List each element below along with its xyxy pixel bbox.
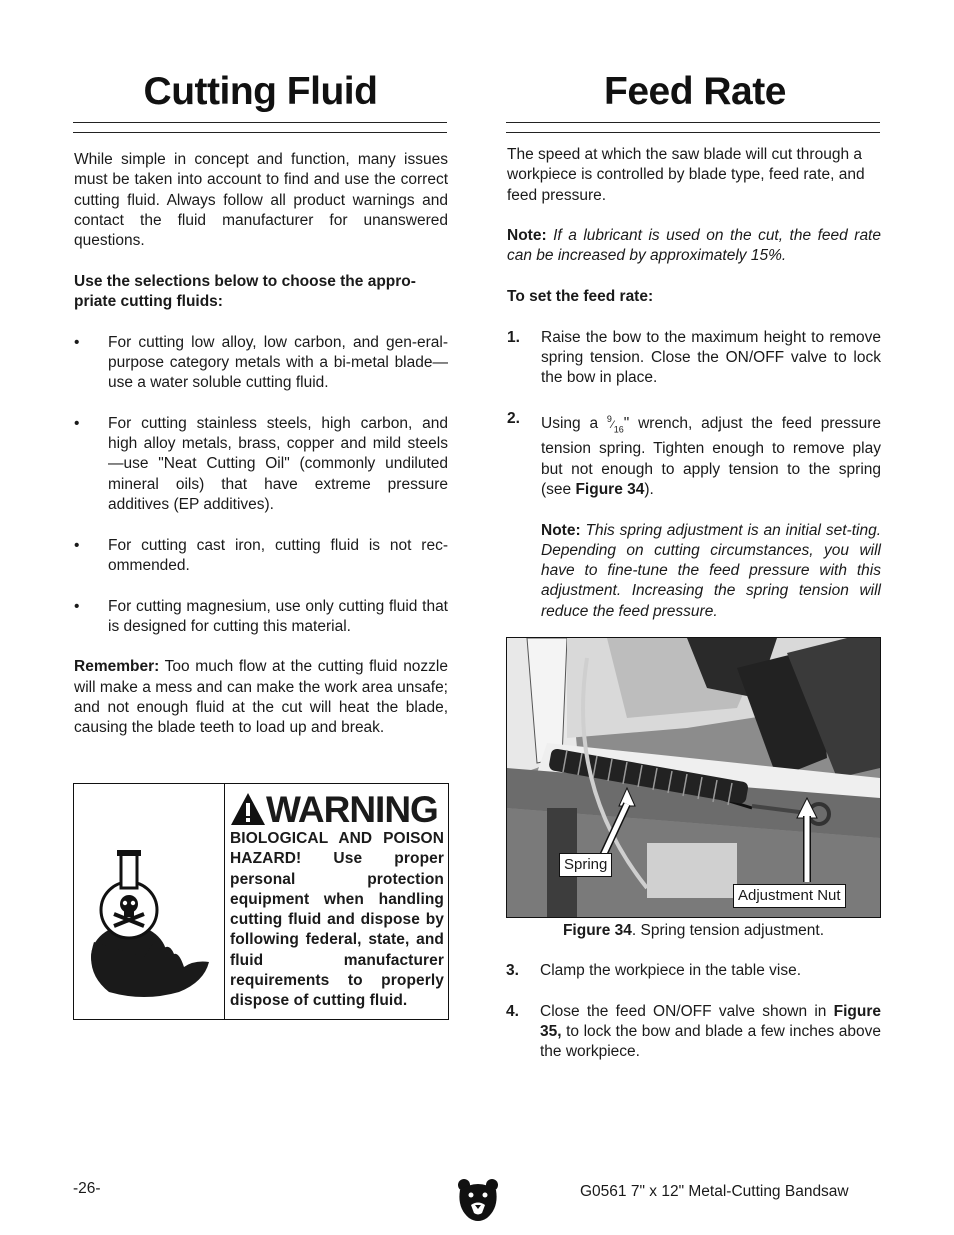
step-2-note — [507, 521, 881, 622]
spring-callout-label: Spring — [559, 853, 612, 877]
figure-reference: Figure 35, — [540, 1002, 881, 1040]
bullet-text: For cutting magnesium, use only cutting fluid that is designed for cutting this material. — [108, 597, 448, 635]
note-text: If a lubricant is used on the cut, the feed rate can be increased by approximately 15%. — [507, 227, 881, 265]
step-4 — [506, 1002, 881, 1063]
list-item — [74, 414, 448, 515]
caption-figure-ref: Figure 34 — [562, 922, 632, 939]
adjustment-nut-callout-label: Adjustment Nut — [733, 884, 846, 908]
procedure-heading: To set the feed rate: — [507, 288, 654, 306]
model-name: G0561 7" x 12" Metal-Cutting Bandsaw — [580, 1183, 849, 1200]
note-paragraph — [507, 226, 881, 267]
warning-heading: WARNING — [266, 789, 438, 830]
bullet-text: For cutting low alloy, low carbon, and gen-eral-purpose category metals with a bi-metal blade—use a water soluble cutting fluid. — [108, 333, 448, 392]
step-3 — [506, 961, 881, 981]
step-1 — [507, 328, 881, 389]
fraction-numerator: 9 — [606, 413, 612, 424]
warning-box — [73, 783, 449, 1020]
section-title-feed-rate: Feed Rate — [604, 70, 786, 113]
step-text-c: ). — [644, 481, 654, 498]
warning-text: BIOLOGICAL AND POISON HAZARD! Use proper personal protection equipment when handling cutting fluid and dispose by following federal, state, and fluid manufacturer requirements to properly dispose of cutting fluid. — [230, 830, 444, 1010]
cutting-fluid-intro: While simple in concept and function, many issues must be taken into account to find and use the correct cutting fluid. Always follow all product warnings and contact the fluid manufacturer for unanswered questions. — [74, 151, 448, 250]
step-number: 4. — [506, 1002, 519, 1020]
list-item — [74, 597, 448, 638]
note-text: This spring adjustment is an initial set-ting. Depending on cutting circumstances, you will have to fine-tune the feed pressure with this adjustment. Increasing the spring tension will reduce the feed pressure. — [541, 521, 881, 620]
bullet-text: For cutting cast iron, cutting fluid is not rec-ommended. — [108, 536, 448, 574]
bullet-icon: • — [74, 333, 80, 351]
remember-label: Remember: — [74, 658, 160, 676]
feed-rate-body — [507, 145, 881, 622]
bullet-icon: • — [74, 414, 80, 432]
figure-34-caption — [506, 922, 881, 940]
caption-text: . Spring tension adjustment. — [631, 922, 825, 939]
figure-reference: Figure 34 — [575, 481, 645, 498]
poison-flask-hand-icon — [84, 842, 214, 1002]
page-number: -26- — [73, 1180, 101, 1197]
grizzly-bear-logo-icon — [457, 1178, 499, 1222]
warning-divider — [224, 784, 225, 1019]
step-text-a: Close the feed ON/OFF valve shown in — [540, 1002, 834, 1020]
step-number: 2. — [507, 409, 520, 427]
list-item — [74, 536, 448, 577]
step-number: 3. — [506, 962, 519, 979]
step-2: 2. Using a $^9⁄_{16}$" wrench, adjust the feed pressure tension spring. Tighten enough to remove play but not enough to apply tension to the spring (see Figure 34). — [507, 409, 881, 498]
bullet-text: For cutting stainless steels, high carbon, and high alloy metals, brass, copper and mild steels—use "Neat Cutting Oil" (commonly undiluted mineral oils) that have extreme pressure additives (EP additives). — [108, 414, 448, 514]
step-text-b: " wrench, adjust the feed pressure tension spring. Tighten enough to remove play but not enough to apply tension to the spring (see — [541, 415, 881, 498]
step-text: Clamp the workpiece in the table vise. — [540, 962, 802, 979]
step-text-a: Using a — [541, 415, 607, 433]
bullet-icon: • — [74, 536, 80, 554]
step-number: 1. — [507, 328, 520, 346]
title-rule-right — [506, 122, 880, 133]
fraction-denominator: 16 — [613, 424, 624, 435]
feed-rate-intro: The speed at which the saw blade will cut through a workpiece is controlled by blade type, feed rate, and feed pressure. — [507, 146, 865, 204]
bullet-icon: • — [74, 597, 80, 615]
selection-heading: Use the selections below to choose the appro-priate cutting fluids: — [74, 272, 416, 311]
note-label: Note: — [507, 227, 547, 245]
remember-text: Too much flow at the cutting fluid nozzle will make a mess and can make the work area unsafe; and not enough fluid at the cut will heat the blade, causing the blade teeth to load up and break. — [74, 658, 448, 737]
note-label: Note: — [541, 521, 581, 539]
feed-rate-steps-continued — [506, 961, 881, 1083]
list-item — [74, 333, 448, 394]
remember-paragraph — [74, 657, 448, 738]
section-title-cutting-fluid: Cutting Fluid — [143, 70, 378, 113]
title-rule-left — [73, 122, 447, 133]
step-text-b: to lock the bow and blade a few inches above the workpiece. — [540, 1022, 881, 1061]
figure-34-photo — [506, 637, 881, 918]
warning-triangle-icon — [230, 792, 266, 826]
cutting-fluid-body — [74, 150, 448, 759]
step-text: Raise the bow to the maximum height to remove spring tension. Close the ON/OFF valve to lock the bow in place. — [541, 328, 881, 387]
